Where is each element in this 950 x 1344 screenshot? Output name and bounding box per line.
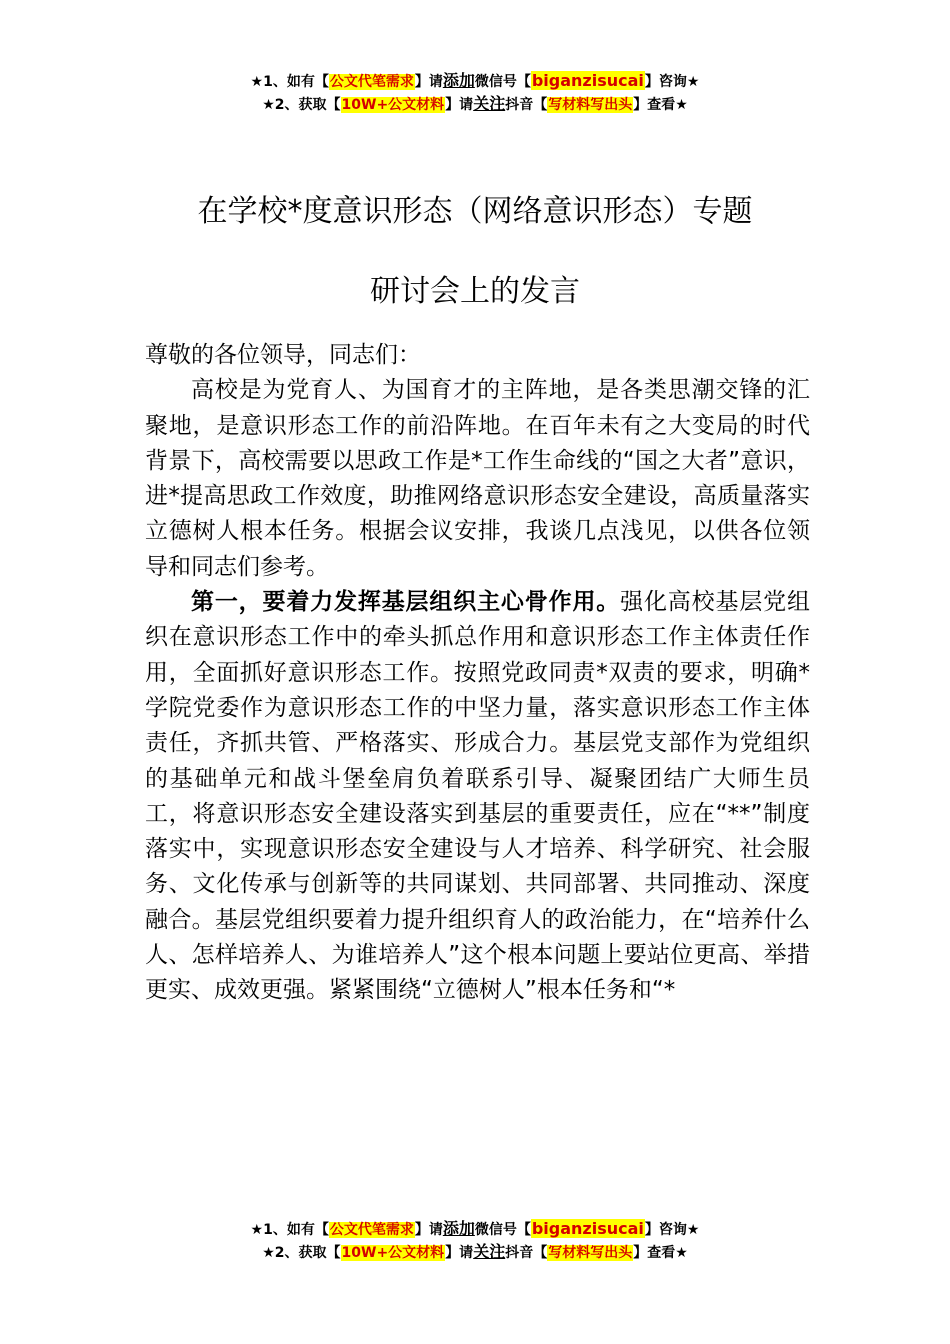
banner-line-1: [0, 70, 950, 93]
banner-line-2: [0, 1241, 950, 1264]
banner-text: ★2、获取【: [262, 1245, 341, 1261]
banner-text: 】请: [445, 1245, 474, 1261]
highlight-text: 公文代笔需求: [329, 74, 414, 90]
banner-text: 】查看★: [633, 97, 688, 113]
banner-text: 】查看★: [633, 1245, 688, 1261]
douyin-id-highlight: 写材料写出头: [548, 97, 633, 113]
banner-text: 】请: [414, 1222, 443, 1238]
highlight-text: 10W+公文材料: [341, 1245, 445, 1261]
banner-text: 微信号【: [474, 74, 531, 90]
highlight-text: 公文代笔需求: [329, 1222, 414, 1238]
wechat-id-highlight: biganzisucai: [531, 1219, 644, 1238]
title-line-1: 在学校*度意识形态（网络意识形态）专题: [197, 194, 753, 229]
douyin-id-highlight: 写材料写出头: [548, 1245, 633, 1261]
paragraph-2: [145, 585, 810, 1009]
underlined-text: 添加: [442, 71, 475, 90]
banner-text: ★1、如有【: [250, 74, 329, 90]
paragraph-2-lead: 第一，要着力发挥基层组织主心骨作用。: [191, 589, 621, 616]
wechat-id-highlight: biganzisucai: [531, 71, 644, 90]
banner-text: 】请: [445, 97, 474, 113]
banner-line-2: [0, 93, 950, 116]
banner-text: 】咨询★: [644, 74, 700, 90]
banner-line-1: [0, 1218, 950, 1241]
paragraph-1: 高校是为党育人、为国育才的主阵地，是各类思潮交锋的汇聚地，是意识形态工作的前沿阵地。在百年未有之大变局的时代背景下，高校需要以思政工作是*工作生命线的“国之大者”意识，进*提高思政工作效度，助推网络意识形态安全建设，高质量落实立德树人根本任务。根据会议安排，我谈几点浅见，以供各位领导和同志们参考。: [145, 377, 810, 580]
banner-text: ★2、获取【: [262, 97, 341, 113]
banner-text: 】请: [414, 74, 443, 90]
document-title: [145, 172, 805, 332]
banner-text: 抖音【: [505, 97, 548, 113]
footer-banner: [0, 1218, 950, 1264]
banner-text: 抖音【: [505, 1245, 548, 1261]
title-line-2: 研讨会上的发言: [370, 274, 580, 309]
underlined-text: 添加: [442, 1219, 475, 1238]
underlined-text: 关注: [473, 94, 506, 113]
banner-text: ★1、如有【: [250, 1222, 329, 1238]
paragraph-2-text: 强化高校基层党组织在意识形态工作中的牵头抓总作用和意识形态工作主体责任作用，全面抓好意识形态工作。按照党政同责*双责的要求，明确*学院党委作为意识形态工作的中坚力量，落实意识形态工作主体责任，齐抓共管、严格落实、形成合力。基层党支部作为党组织的基础单元和战斗堡垒肩负着联系引导、凝聚团结广大师生员工，将意识形态安全建设落实到基层的重要责任，应在“**”制度落实中，实现意识形态安全建设与人才培养、科学研究、社会服务、文化传承与创新等的共同谋划、共同部署、共同推动、深度融合。基层党组织要着力提升组织育人的政治能力，在“培养什么人、怎样培养人、为谁培养人”这个根本问题上要站位更高、举措更实、成效更强。紧紧围绕“立德树人”根本任务和“*: [145, 589, 811, 1004]
underlined-text: 关注: [473, 1242, 506, 1261]
banner-text: 微信号【: [474, 1222, 531, 1238]
header-banner: [0, 70, 950, 116]
highlight-text: 10W+公文材料: [341, 97, 445, 113]
salutation: 尊敬的各位领导，同志们：: [145, 342, 421, 368]
banner-text: 】咨询★: [644, 1222, 700, 1238]
document-body: [145, 338, 810, 1009]
